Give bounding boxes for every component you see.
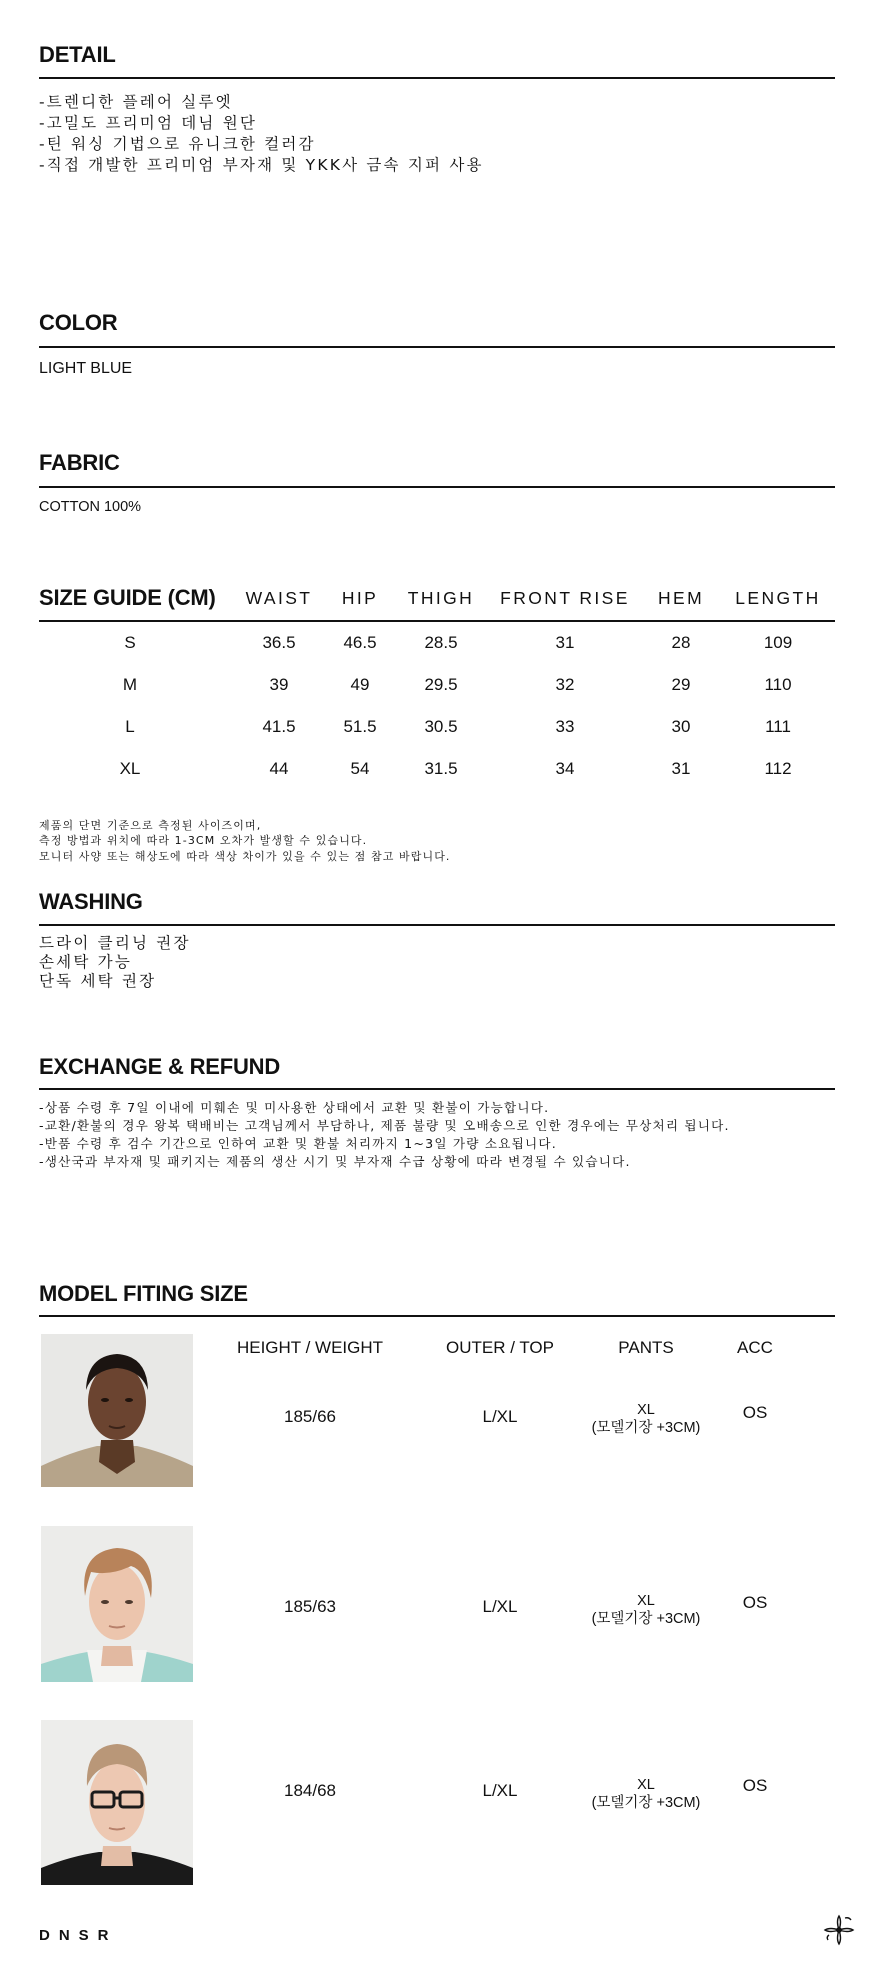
model-photo-2: [41, 1526, 193, 1682]
model-3-pants-note: (모델기장 +3CM): [591, 1795, 701, 1811]
size-cell: 30.5: [424, 717, 458, 736]
size-cell: 31: [671, 759, 691, 778]
model-col-pants: PANTS: [618, 1338, 674, 1357]
size-cell: 30: [671, 717, 691, 736]
washing-line: 손세탁 가능: [39, 953, 132, 971]
model-divider: [39, 1315, 835, 1317]
size-note: 모니터 사양 또는 해상도에 따라 색상 차이가 있을 수 있는 점 참고 바랍니다.: [39, 850, 451, 863]
washing-divider: [39, 924, 835, 926]
exchange-divider: [39, 1088, 835, 1090]
model-2-height-weight: 185/63: [284, 1597, 336, 1616]
model-2-outer-top: L/XL: [482, 1597, 518, 1616]
size-col-hem: HEM: [657, 588, 705, 608]
size-cell: 31.5: [424, 759, 458, 778]
fabric-divider: [39, 486, 835, 488]
model-1-pants: XL: [637, 1402, 655, 1418]
size-col-length: LENGTH: [735, 588, 821, 608]
size-col-waist: WAIST: [245, 588, 313, 608]
model-col-outer-top: OUTER / TOP: [445, 1338, 554, 1357]
size-label: M: [122, 675, 138, 694]
size-cell: 109: [763, 633, 793, 652]
size-cell: 28: [671, 633, 691, 652]
size-cell: 112: [764, 759, 792, 778]
model-1-pants-note: (모델기장 +3CM): [591, 1420, 701, 1436]
size-guide-divider: [39, 620, 835, 622]
size-col-thigh: THIGH: [407, 588, 475, 608]
color-heading: COLOR: [39, 310, 118, 335]
size-note: 측정 방법과 위치에 따라 1-3CM 오차가 발생할 수 있습니다.: [39, 834, 368, 847]
detail-line: -고밀도 프리미엄 데님 원단: [39, 114, 258, 132]
model-photo-3: [41, 1720, 193, 1885]
washing-heading: WASHING: [39, 889, 143, 914]
model-col-height-weight: HEIGHT / WEIGHT: [236, 1338, 384, 1357]
size-cell: 33: [555, 717, 575, 736]
size-label: S: [124, 633, 136, 652]
size-cell: 41.5: [262, 717, 296, 736]
detail-heading: DETAIL: [39, 42, 116, 67]
size-cell: 51.5: [343, 717, 377, 736]
exchange-line: -교환/환불의 경우 왕복 택배비는 고객님께서 부담하나, 제품 불량 및 오배송으로 인한 경우에는 무상처리 됩니다.: [39, 1118, 730, 1133]
size-cell: 29: [671, 675, 691, 694]
size-cell: 34: [555, 759, 575, 778]
model-1-acc: OS: [742, 1403, 768, 1422]
model-heading: MODEL FITING SIZE: [39, 1281, 248, 1306]
size-label: L: [125, 717, 135, 736]
model-3-acc: OS: [742, 1776, 768, 1795]
color-divider: [39, 346, 835, 348]
model-3-outer-top: L/XL: [482, 1781, 518, 1800]
exchange-line: -생산국과 부자재 및 패키지는 제품의 생산 시기 및 부자재 수급 상황에 따라 변경될 수 있습니다.: [39, 1154, 631, 1169]
size-cell: 29.5: [424, 675, 458, 694]
model-2-pants: XL: [637, 1593, 655, 1609]
model-2-pants-note: (모델기장 +3CM): [591, 1611, 701, 1627]
washing-line: 드라이 클리닝 권장: [39, 934, 191, 952]
model-col-acc: ACC: [737, 1338, 773, 1357]
size-cell: 46.5: [343, 633, 377, 652]
exchange-line: -상품 수령 후 7일 이내에 미훼손 및 미사용한 상태에서 교환 및 환불이 가능합니다.: [39, 1100, 550, 1115]
size-guide-heading: SIZE GUIDE (CM): [39, 585, 216, 610]
flower-emblem-icon: [822, 1913, 856, 1952]
brand-logo: DNSR: [39, 1927, 118, 1944]
size-cell: 49: [350, 675, 370, 694]
size-cell: 36.5: [262, 633, 296, 652]
detail-line: -트렌디한 플레어 실루엣: [39, 93, 233, 111]
size-cell: 44: [269, 759, 289, 778]
model-3-pants: XL: [637, 1777, 655, 1793]
model-1-outer-top: L/XL: [482, 1407, 518, 1426]
model-1-height-weight: 185/66: [284, 1407, 336, 1426]
size-cell: 32: [555, 675, 575, 694]
size-label: XL: [119, 759, 141, 778]
size-col-front-rise: FRONT RISE: [500, 588, 630, 608]
size-cell: 39: [269, 675, 289, 694]
color-value: LIGHT BLUE: [39, 360, 133, 377]
size-cell: 110: [764, 675, 792, 694]
detail-line: -직접 개발한 프리미엄 부자재 및 YKK사 금속 지퍼 사용: [39, 156, 484, 174]
fabric-heading: FABRIC: [39, 450, 120, 475]
washing-line: 단독 세탁 권장: [39, 972, 157, 990]
model-photo-1: [41, 1334, 193, 1487]
size-cell: 28.5: [424, 633, 458, 652]
size-cell: 31: [555, 633, 575, 652]
size-col-hip: HIP: [341, 588, 379, 608]
detail-divider: [39, 77, 835, 79]
size-cell: 54: [350, 759, 370, 778]
exchange-line: -반품 수령 후 검수 기간으로 인하여 교환 및 환불 처리까지 1~3일 가량 소요됩니다.: [39, 1136, 557, 1151]
model-3-height-weight: 184/68: [284, 1781, 336, 1800]
size-note: 제품의 단면 기준으로 측정된 사이즈이며,: [39, 819, 262, 832]
fabric-value: COTTON 100%: [39, 499, 142, 515]
exchange-heading: EXCHANGE & REFUND: [39, 1054, 281, 1079]
model-2-acc: OS: [742, 1593, 768, 1612]
size-cell: 111: [765, 717, 791, 736]
detail-line: -틴 워싱 기법으로 유니크한 컬러감: [39, 135, 316, 153]
